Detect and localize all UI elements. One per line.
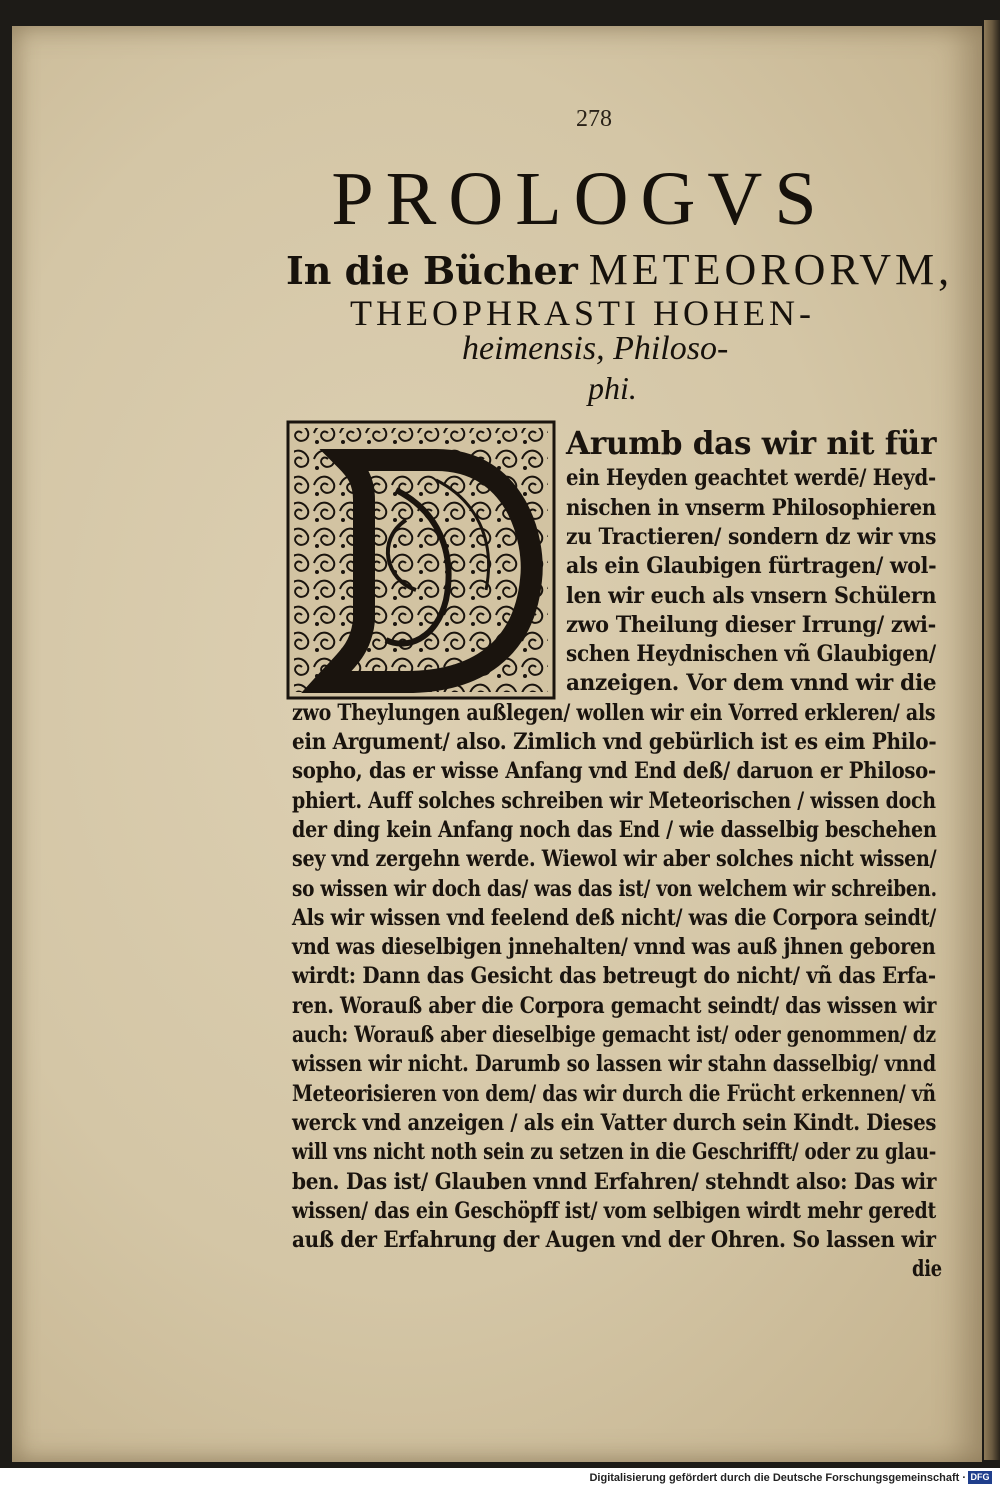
body-line: Als wir wissen vnd feelend deß nicht/ was die Corpora seindt/ — [292, 904, 937, 931]
body-line: zu Tractieren/ sondern dz wir vns — [566, 523, 937, 550]
footer-credit: Digitalisierung gefördert durch die Deutsche Forschungsgemeinschaft · — [589, 1472, 966, 1484]
page-number: 278 — [576, 106, 612, 132]
body-line: ren. Worauß aber die Corpora gemacht seindt/ das wissen wir — [292, 992, 937, 1019]
body-line: zwo Theylungen außlegen/ wollen wir ein Vorred erkleren/ als — [292, 699, 936, 726]
subtitle-line-2: THEOPHRASTI HOHEN- — [350, 293, 815, 333]
body-line: will vns nicht noth sein zu setzen in die Geschrifft/ oder zu glau- — [292, 1139, 937, 1166]
body-line: auß der Erfahrung der Augen vnd der Ohren. So lassen wir — [292, 1227, 936, 1254]
body-line: als ein Glaubigen fürtragen/ wol- — [566, 553, 937, 580]
body-line: werck vnd anzeigen / als ein Vatter durch sein Kindt. Dieses — [292, 1109, 937, 1136]
subtitle-line-3: heimensis, Philoso- — [462, 330, 729, 367]
subtitle-line-1 — [286, 244, 953, 295]
body-line: wirdt: Dann das Gesicht das betreugt do nicht/ vñ das Erfa- — [292, 963, 936, 990]
body-line: anzeigen. Vor dem vnnd wir die — [566, 670, 937, 697]
body-line: wissen/ das ein Geschöpff ist/ vom selbigen wirdt mehr geredt — [292, 1197, 937, 1224]
body-line: ein Heyden geachtet werdē/ Heyd- — [566, 465, 936, 492]
body-line: schen Heydnischen vñ Glaubigen/ — [566, 641, 936, 668]
body-line: phiert. Auff solches schreiben wir Meteorischen / wissen doch — [292, 787, 936, 814]
body-line: wissen wir nicht. Darumb so lassen wir stahn dasselbig/ vnnd — [292, 1051, 936, 1078]
body-line: Meteorisieren von dem/ das wir durch die Frücht erkennen/ vñ — [292, 1080, 936, 1107]
body-line: ben. Das ist/ Glauben vnnd Erfahren/ stehndt also: Das wir — [292, 1168, 937, 1195]
body-line: der ding kein Anfang noch das End / wie dasselbig beschehen — [292, 816, 937, 843]
subtitle-roman: METEORORVM, — [588, 245, 954, 294]
decorated-initial-d-icon — [286, 420, 556, 700]
body-line: so wissen wir doch das/ was das ist/ von welchem wir schreiben. — [292, 875, 937, 902]
body-line: Arumb das wir nit für — [566, 424, 937, 462]
body-line: vnd was dieselbigen jnnehalten/ vnnd was auß jhnen geboren — [292, 934, 936, 961]
body-line: ein Argument/ also. Zimlich vnd gebürlich ist es eim Philo- — [292, 729, 937, 755]
body-line: auch: Worauß aber dieselbige gemacht ist/ oder genommen/ dz — [292, 1022, 936, 1048]
body-line: zwo Theilung dieser Irrung/ zwi- — [566, 611, 936, 638]
body-line: sey vnd zergehn werde. Wiewol wir aber solches nicht wissen/ — [292, 846, 937, 873]
decorated-initial — [286, 420, 556, 700]
body-line: nischen in vnserm Philosophieren — [566, 494, 936, 521]
subtitle-line-4: phi. — [588, 370, 637, 406]
subtitle-frak: In die Bücher — [286, 248, 578, 293]
page-title: PROLOGVS — [331, 157, 829, 241]
body-line: die — [912, 1256, 942, 1283]
dfg-logo: DFG — [968, 1471, 992, 1484]
body-line: len wir euch als vnsern Schülern — [566, 582, 937, 609]
body-line: sopho, das er wisse Anfang vnd End deß/ daruon er Philoso- — [292, 758, 936, 785]
